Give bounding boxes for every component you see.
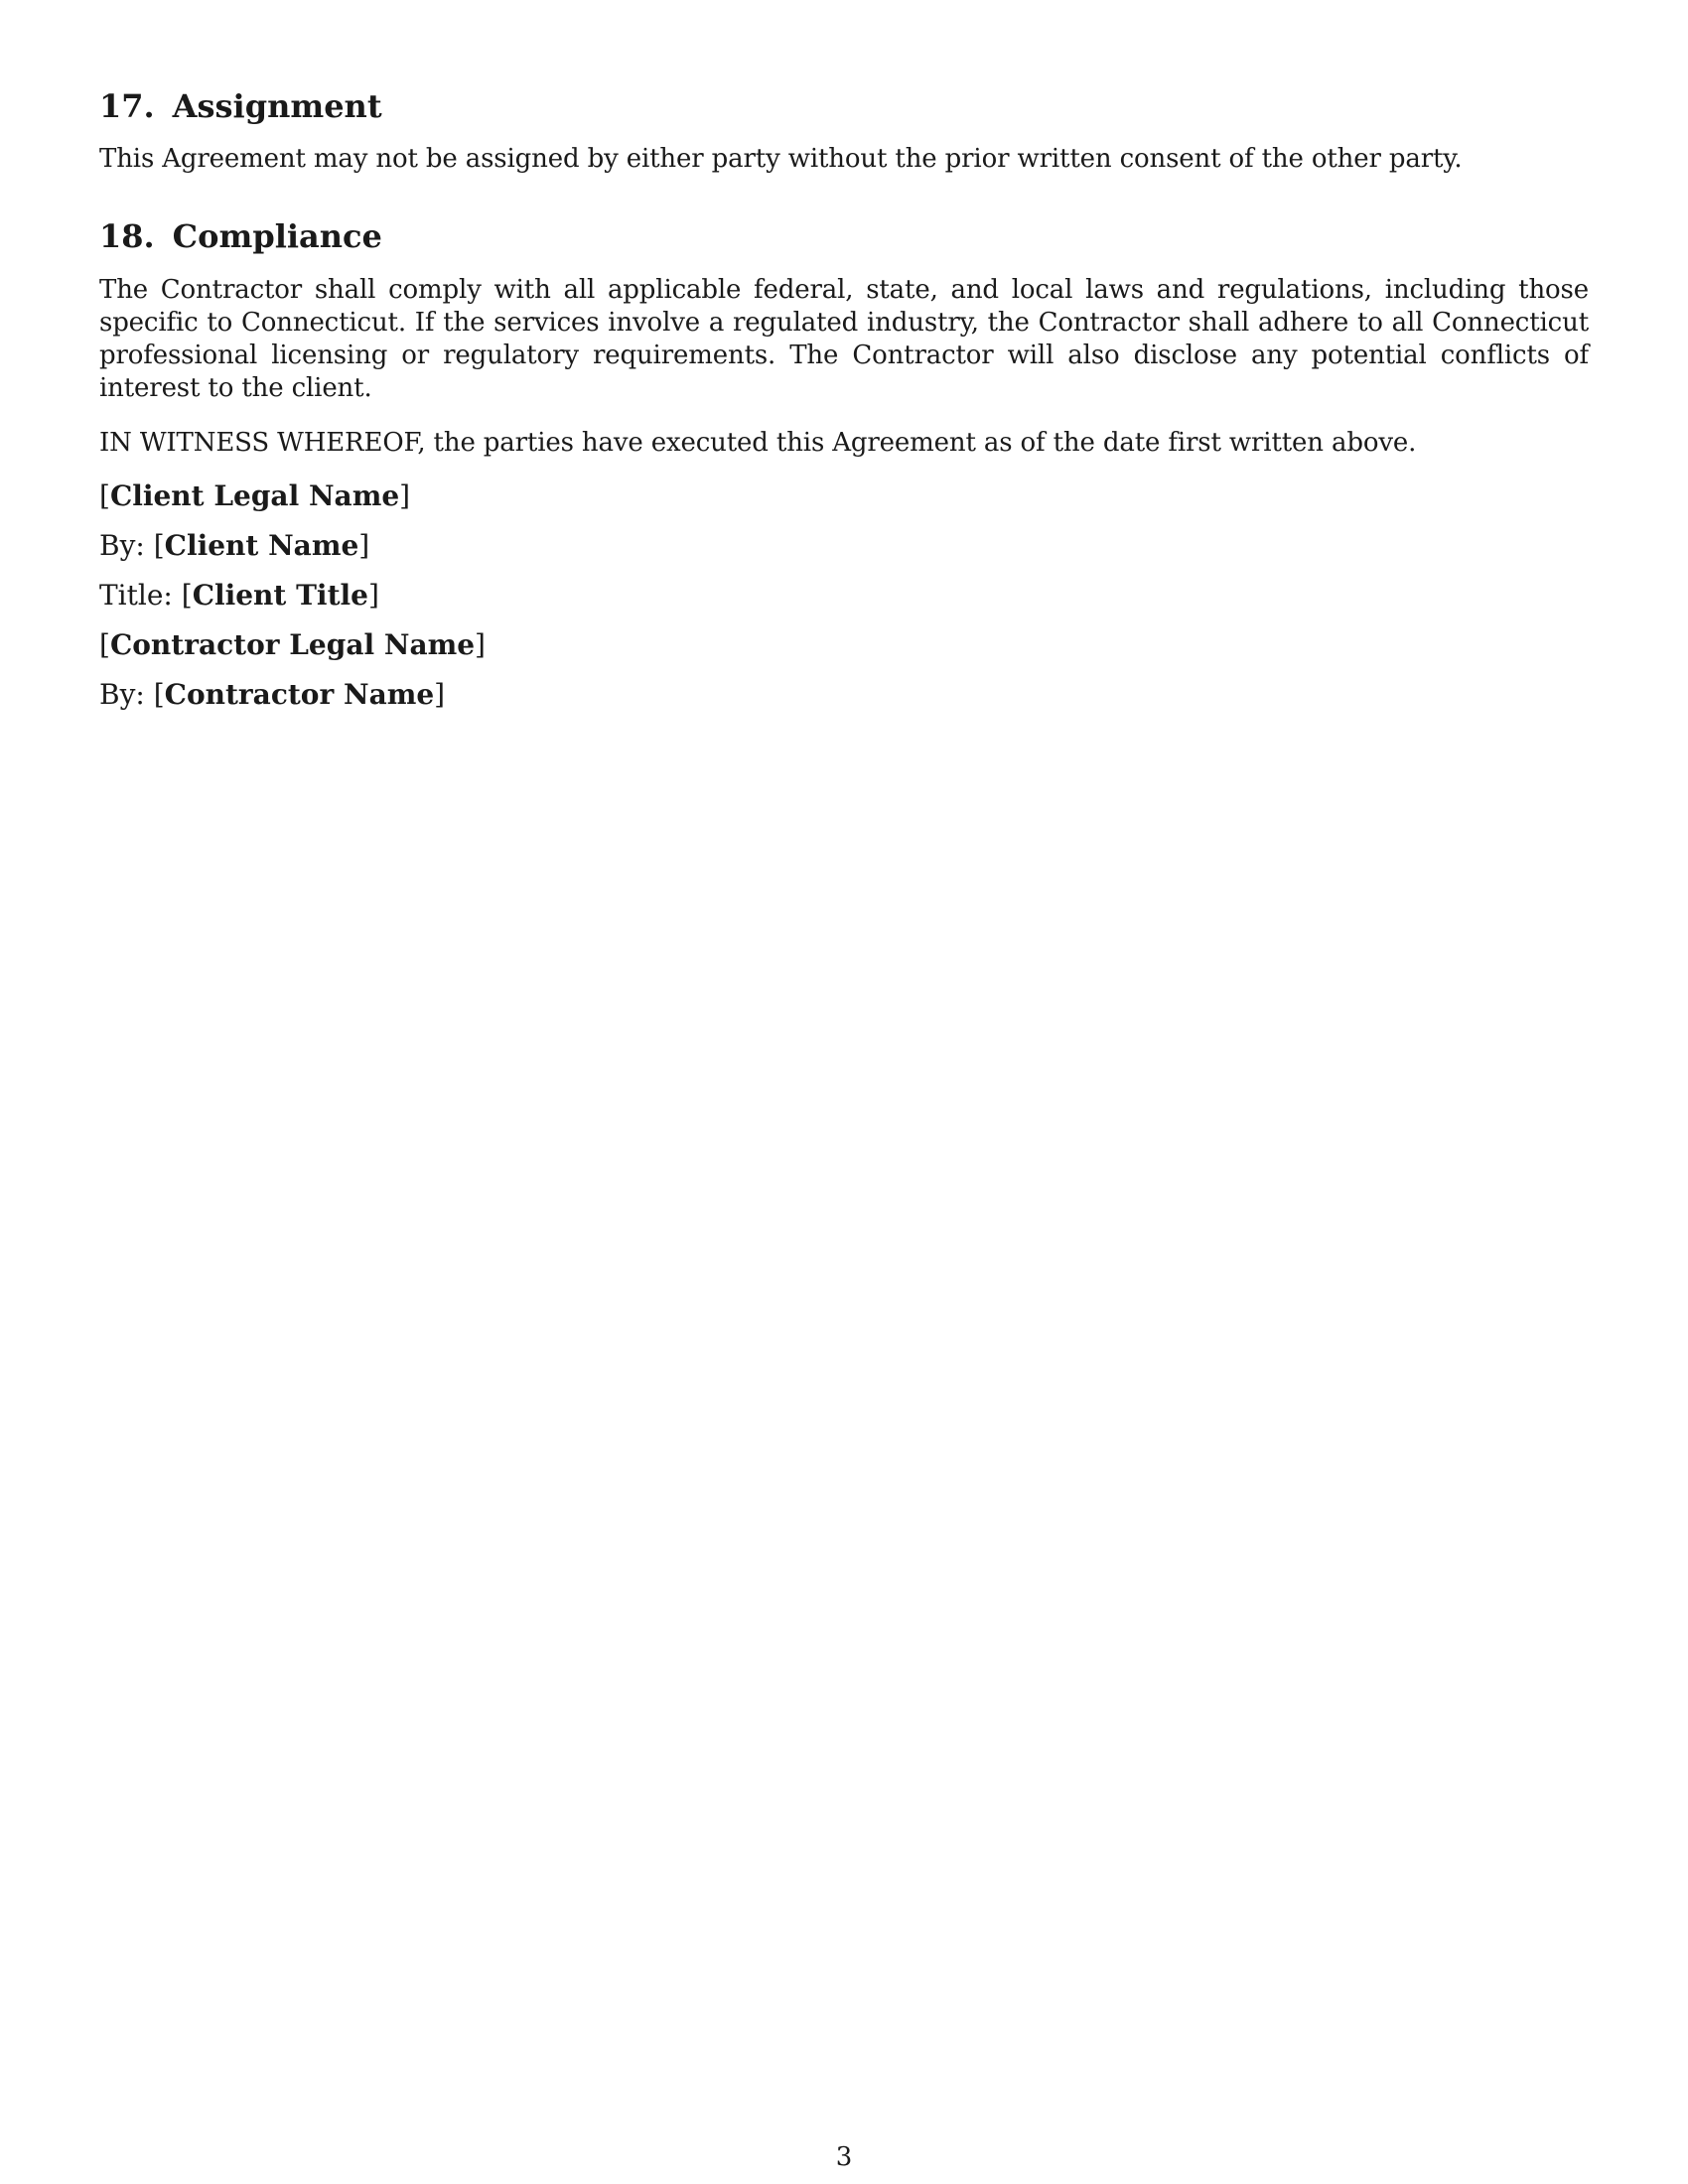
section-heading: [99, 217, 1589, 255]
page-number: 3: [835, 2142, 853, 2172]
contractor-legal-name: Contractor Legal Name: [109, 627, 476, 661]
client-title: Client Title: [192, 578, 368, 612]
section-title: Compliance: [172, 217, 382, 256]
client-by-line: [99, 528, 1589, 562]
section-number: 18.: [99, 217, 155, 256]
witness-statement: IN WITNESS WHEREOF, the parties have executed this Agreement as of the date first written above.: [99, 427, 1417, 458]
bracket-close: ]: [367, 578, 379, 612]
section-body: This Agreement may not be assigned by either party without the prior written consent of the other party.: [99, 144, 1463, 175]
bracket-close: ]: [434, 677, 446, 711]
document-page: [99, 87, 1589, 730]
bracket-open: [: [99, 627, 110, 661]
section-number: 17.: [99, 87, 155, 125]
signature-block: [99, 478, 1589, 711]
bracket-close: ]: [399, 478, 411, 512]
client-name: Client Name: [164, 528, 359, 562]
client-legal-name: Client Legal Name: [109, 478, 400, 512]
contractor-name: Contractor Name: [164, 677, 435, 711]
client-title-line: [99, 578, 1589, 612]
section-body: The Contractor shall comply with all applicable federal, state, and local laws and regulations, including those specific to Connecticut. If the services involve a regulated industry, the Contractor shall adhere to all Connecticut professional licensing or regulatory requirements. The Contractor will also disclose any potential conflicts of interest to the client.: [99, 274, 1589, 403]
bracket-close: ]: [358, 528, 370, 562]
client-legal-name-line: [99, 478, 1589, 512]
bracket-open: [: [99, 478, 110, 512]
title-label: Title:: [99, 578, 173, 612]
bracket-close: ]: [475, 627, 486, 661]
bracket-open: [: [153, 677, 165, 711]
bracket-open: [: [181, 578, 193, 612]
contractor-by-line: [99, 677, 1589, 711]
section-heading: [99, 87, 1589, 125]
contractor-legal-name-line: [99, 627, 1589, 661]
bracket-open: [: [153, 528, 165, 562]
by-label: By:: [99, 677, 145, 711]
section-compliance: [99, 217, 1589, 404]
by-label: By:: [99, 528, 145, 562]
section-assignment: [99, 87, 1589, 176]
section-title: Assignment: [172, 87, 382, 125]
